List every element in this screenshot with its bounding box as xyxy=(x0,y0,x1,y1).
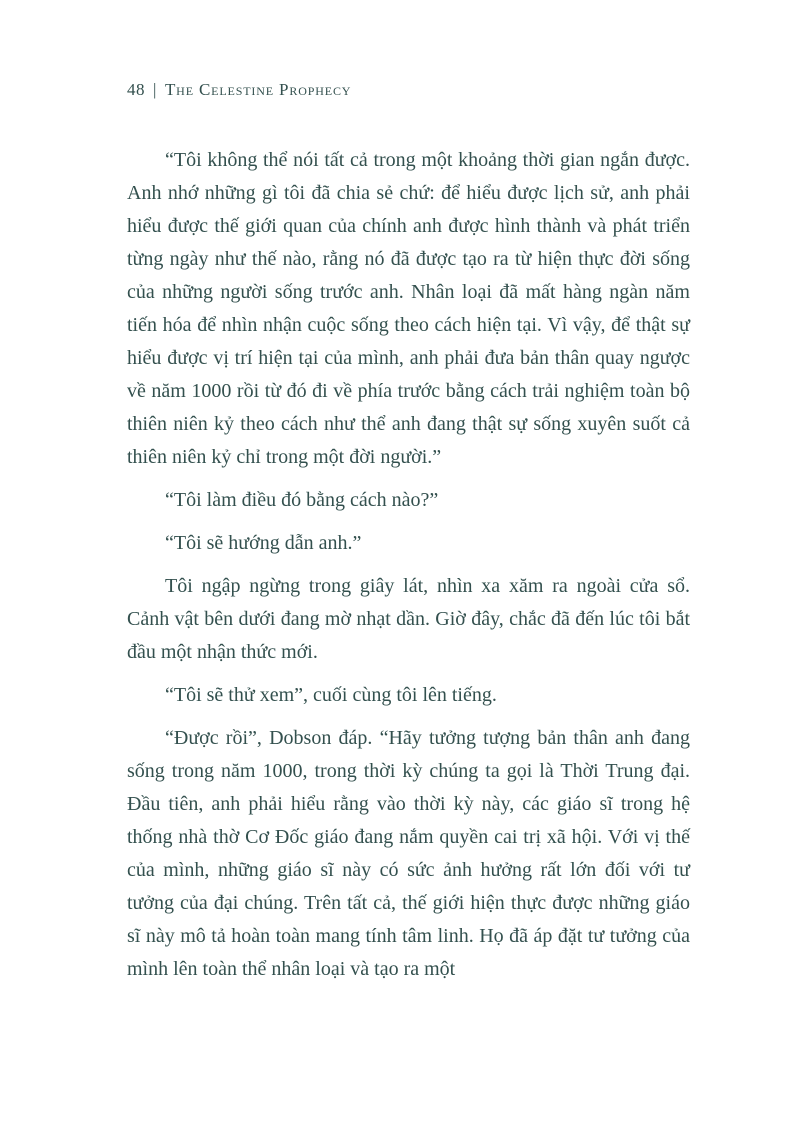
paragraph-dialog-4: “Tôi sẽ thử xem”, cuối cùng tôi lên tiếng. xyxy=(165,684,497,706)
paragraph-dialog-1: “Tôi không thể nói tất cả trong một khoảng thời gian ngắn được. Anh nhớ những gì tôi đã chia sẻ chứ: để hiểu được lịch sử, anh phải hiểu được thế giới quan của chính anh được hình thành và phát triển từng ngày như thế nào, rằng nó đã được tạo ra từ hiện thực đời sống của những người sống trước anh. Nhân loại đã mất hàng ngàn năm tiến hóa để nhìn nhận cuộc sống theo cách hiện tại. Vì vậy, để thật sự hiểu được vị trí hiện tại của mình, anh phải đưa bản thân quay ngược về năm 1000 rồi từ đó đi về phía trước bằng cách trải nghiệm toàn bộ thiên niên kỷ theo cách như thể anh đang thật sự sống xuyên suốt cả thiên niên kỷ chỉ trong một đời người.” xyxy=(127,149,690,468)
page-body xyxy=(127,144,690,986)
paragraph-dialog-2: “Tôi làm điều đó bằng cách nào?” xyxy=(165,489,439,511)
page-number: 48 xyxy=(127,80,146,99)
header-separator: | xyxy=(153,80,157,99)
book-title: The Celestine Prophecy xyxy=(164,80,352,99)
paragraph-narration-1: Tôi ngập ngừng trong giây lát, nhìn xa xăm ra ngoài cửa sổ. Cảnh vật bên dưới đang mờ nhạt dần. Giờ đây, chắc đã đến lúc tôi bắt đầu một nhận thức mới. xyxy=(127,575,690,663)
paragraph-dialog-3: “Tôi sẽ hướng dẫn anh.” xyxy=(165,532,362,554)
page-header xyxy=(127,80,690,100)
paragraph-dialog-5: “Được rồi”, Dobson đáp. “Hãy tưởng tượng bản thân anh đang sống trong năm 1000, trong thời kỳ chúng ta gọi là Thời Trung đại. Đầu tiên, anh phải hiểu rằng vào thời kỳ này, các giáo sĩ trong hệ thống nhà thờ Cơ Đốc giáo đang nắm quyền cai trị xã hội. Với vị thế của mình, những giáo sĩ này có sức ảnh hưởng rất lớn đối với tư tưởng của đại chúng. Trên tất cả, thế giới hiện thực được những giáo sĩ này mô tả hoàn toàn mang tính tâm linh. Họ đã áp đặt tư tưởng của mình lên toàn thể nhân loại và tạo ra một xyxy=(127,727,690,980)
